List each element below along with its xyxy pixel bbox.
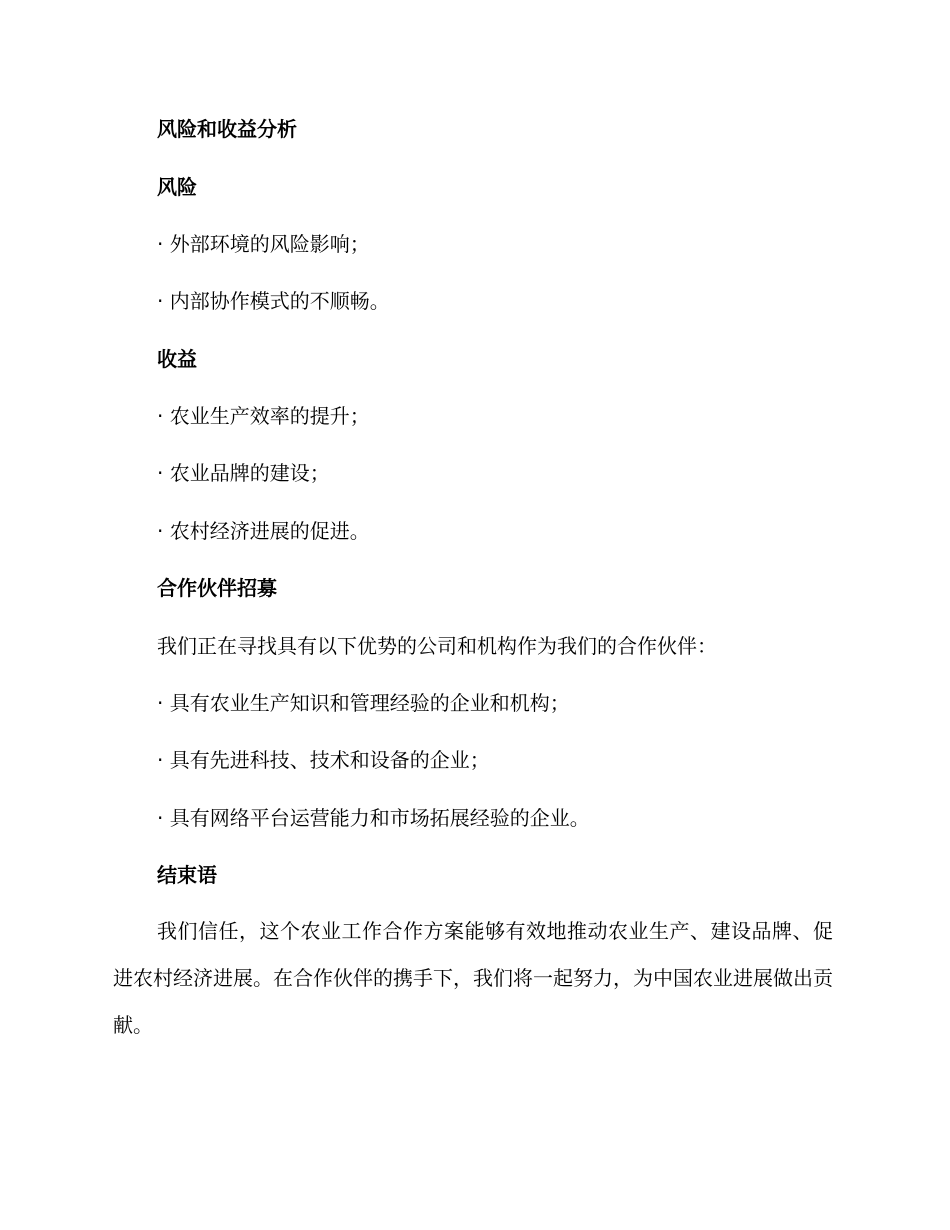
partners-intro: 我们正在寻找具有以下优势的公司和机构作为我们的合作伙伴： xyxy=(157,634,717,658)
list-item-partners-1: · 具有农业生产知识和管理经验的企业和机构； xyxy=(157,691,570,715)
heading-partners: 合作伙伴招募 xyxy=(157,576,277,600)
conclusion-paragraph: 我们信任，这个农业工作合作方案能够有效地推动农业生产、建设品牌、促进农村经济进展。在合作伙伴的携手下，我们将一起努力，为中国农业进展做出贡献。 xyxy=(113,919,833,1037)
section-title-risk-return: 风险和收益分析 xyxy=(157,117,297,141)
heading-conclusion: 结束语 xyxy=(157,863,217,887)
heading-risk: 风险 xyxy=(157,175,197,199)
list-item-returns-3: · 农村经济进展的促进。 xyxy=(157,519,370,543)
list-item-returns-1: · 农业生产效率的提升； xyxy=(157,404,370,428)
list-item-risk-2: · 内部协作模式的不顺畅。 xyxy=(157,289,390,313)
heading-returns: 收益 xyxy=(157,347,197,371)
list-item-partners-3: · 具有网络平台运营能力和市场拓展经验的企业。 xyxy=(157,806,590,830)
list-item-risk-1: · 外部环境的风险影响； xyxy=(157,232,370,256)
list-item-partners-2: · 具有先进科技、技术和设备的企业； xyxy=(157,748,490,772)
list-item-returns-2: · 农业品牌的建设； xyxy=(157,461,330,485)
